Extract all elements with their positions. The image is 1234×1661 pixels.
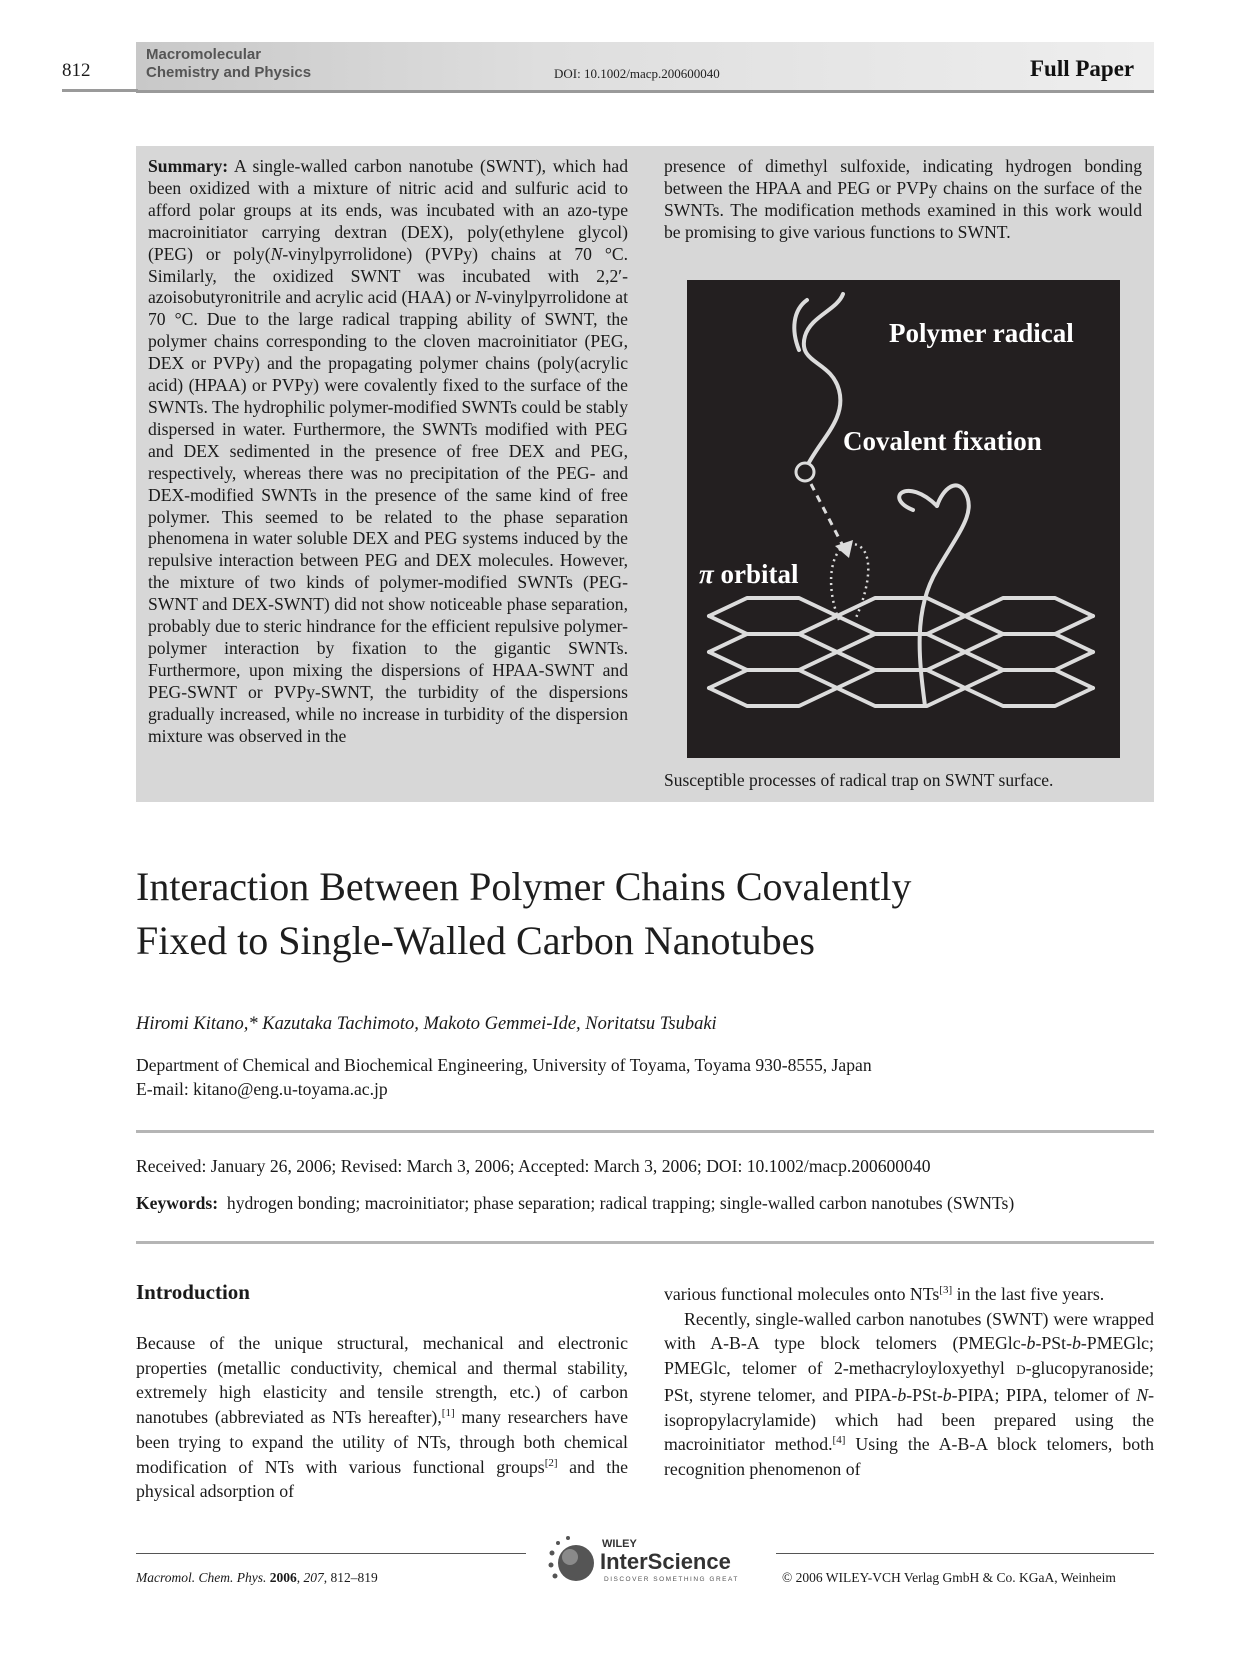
citation-ref[interactable]: [1] xyxy=(441,1407,455,1420)
citation-pages: , 812–819 xyxy=(323,1570,378,1585)
footer-rule xyxy=(136,1553,526,1554)
summary-text: -vinylpyrrolidone) (PVPy) chains at 70 °C. Similarly, the oxidized SWNT was incubated with 2,2′-azoisobutyronitrile and acrylic acid (HAA) or xyxy=(148,243,628,308)
summary-text: -vinylpyrrolidone at 70 °C. Due to the large radical trapping ability of SWNT, the polymer chains corresponding to the cloven macroinitiator (PEG, DEX or PVPy) and the propagating polymer chains (poly(acrylic acid) (HPAA) or PVPy) were covalently fixed to the surface of the SWNTs. The hydrophilic polymer-modified SWNTs could be stably dispersed in water. Furthermore, the SWNTs modified with PEG and DEX sedimented in the presence of free DEX and PEG, respectively, whereas there was no precipitation of the PEG- and DEX-modified SWNTs in the presence of the same kind of free polymer. This seemed to be related to the phase separation phenomena in water soluble DEX and PEG systems induced by the repulsive interaction between PEG and DEX molecules. However, the mixture of two kinds of polymer-modified SWNTs (PEG-SWNT and DEX-SWNT) did not show noticeable phase separation, probably due to steric hindrance for the efficient repulsive polymer-polymer interaction by fixation to the gigantic SWNTs. Furthermore, upon mixing the dispersions of HPAA-SWNT and PEG-SWNT or PVPy-SWNT, the turbidity of the dispersions gradually increased, while no increase in turbidity of the dispersion mixture was observed in the xyxy=(148,287,628,746)
italic-b: b xyxy=(1072,1333,1081,1354)
citation-ref[interactable]: [3] xyxy=(939,1284,953,1297)
italic-b: b xyxy=(1026,1333,1036,1354)
fixed-polymer-chain xyxy=(920,485,969,706)
email[interactable]: E-mail: kitano@eng.u-toyama.ac.jp xyxy=(136,1079,388,1099)
intro-paragraph-2 xyxy=(664,1307,1154,1482)
divider xyxy=(136,1130,1154,1133)
header-rule xyxy=(62,89,138,92)
body-text: and the physical adsorption of xyxy=(136,1456,628,1502)
body-text: -PSt- xyxy=(906,1384,943,1405)
logo-graphic xyxy=(546,1533,756,1593)
trap-arrow xyxy=(811,484,843,546)
label-covalent-fixation: Covalent fixation xyxy=(843,426,1042,456)
body-text: Because of the unique structural, mechanical and electronic properties (metallic conductivity, chemical and thermal stability, extremely high elasticity and tensile strength, etc.) of carbon nanotubes (abbreviated as NTs hereafter), xyxy=(136,1333,628,1428)
divider xyxy=(136,1241,1154,1244)
footer-copyright: © 2006 WILEY-VCH Verlag GmbH & Co. KGaA, Weinheim xyxy=(782,1570,1116,1585)
keywords-list: hydrogen bonding; macroinitiator; phase separation; radical trapping; single-walled carbon nanotubes (SWNTs) xyxy=(226,1193,1015,1213)
wiley-interscience-logo[interactable] xyxy=(546,1533,756,1593)
italic-b: b xyxy=(942,1384,952,1405)
journal-name xyxy=(146,46,311,82)
header-doi: DOI: 10.1002/macp.200600040 xyxy=(554,66,720,81)
body-text: various functional molecules onto NTs xyxy=(664,1284,940,1304)
article-title-line2: Fixed to Single-Walled Carbon Nanotubes xyxy=(136,918,815,963)
citation-ref[interactable]: [4] xyxy=(832,1434,846,1447)
small-caps-d: D xyxy=(1016,1362,1026,1378)
body-text: -PIPA; PIPA, telomer of xyxy=(951,1384,1137,1405)
italic-n: N xyxy=(1136,1384,1149,1405)
nanotube-lattice xyxy=(709,688,1093,706)
received-dates: Received: January 26, 2006; Revised: March 3, 2006; Accepted: March 3, 2006; DOI: 10.1002/macp.200600040 xyxy=(136,1156,931,1176)
keywords-label: Keywords: xyxy=(136,1193,219,1213)
page-number: 812 xyxy=(62,60,91,81)
radical-polymer-chain xyxy=(804,294,843,470)
summary-text-right: presence of dimethyl sulfoxide, indicating hydrogen bonding between the HPAA and PEG or PVPy chains on the surface of the SWNTs. The modification methods examined in this work would be promising to give various functions to SWNT. xyxy=(664,156,1142,242)
body-text: -isopropylacrylamide) which had been prepared using the macroinitiator method. xyxy=(664,1384,1154,1455)
body-text: -PMEGlc; PMEGlc, telomer of 2-methacryloyloxyethyl xyxy=(664,1333,1154,1379)
radical-end-circle xyxy=(796,463,814,481)
footer-citation: Macromol. Chem. Phys. 2006, 207, 812–819 xyxy=(136,1570,378,1585)
body-text: -glucopyranoside; PSt, styrene telomer, and PIPA- xyxy=(664,1358,1154,1405)
italic-b: b xyxy=(897,1384,907,1405)
section-heading-introduction: Introduction xyxy=(136,1280,250,1304)
summary-text-left xyxy=(148,156,628,747)
fixed-polymer-chain-loop xyxy=(899,491,937,510)
intro-paragraph-1 xyxy=(136,1331,628,1504)
keywords xyxy=(136,1193,1014,1214)
body-text: in the last five years. xyxy=(952,1284,1105,1304)
body-text: many researchers have been trying to expand the utility of NTs, through both chemical modification of NTs with various functional groups xyxy=(136,1407,628,1477)
figure-caption: Susceptible processes of radical trap on SWNT surface. xyxy=(664,770,1054,790)
journal-name-line2: Chemistry and Physics xyxy=(146,64,312,81)
trap-arrowhead xyxy=(835,540,853,558)
orbital-word: orbital xyxy=(713,559,799,589)
authors: Hiromi Kitano,* Kazutaka Tachimoto, Makoto Gemmei-Ide, Noritatsu Tsubaki xyxy=(136,1014,717,1034)
body-text: Using the A-B-A block telomers, both recognition phenomenon of xyxy=(664,1434,1154,1479)
affiliation-block xyxy=(136,1053,872,1101)
body-text: Recently, single-walled carbon nanotubes (SWNT) were wrapped with A-B-A type block telomers (PMEGlc- xyxy=(664,1308,1154,1354)
label-pi-orbital xyxy=(699,559,799,589)
article-title xyxy=(136,860,1136,968)
nanotube-lattice xyxy=(709,616,1093,634)
logo-tagline: DISCOVER SOMETHING GREAT xyxy=(604,1576,739,1583)
logo-globe-icon xyxy=(558,1545,594,1581)
radical-trap-diagram xyxy=(687,280,1120,758)
article-type: Full Paper xyxy=(1030,56,1135,81)
nanotube-lattice xyxy=(709,598,1093,616)
footer-rule xyxy=(776,1553,1154,1554)
summary-italic: N xyxy=(474,287,487,308)
summary-italic: N xyxy=(270,243,283,264)
nanotube-lattice xyxy=(709,634,1093,652)
summary-figure xyxy=(687,280,1120,758)
nanotube-lattice xyxy=(709,652,1093,670)
citation-year: 2006 xyxy=(269,1570,297,1585)
intro-paragraph-continued xyxy=(664,1282,1154,1307)
body-text: -PSt- xyxy=(1035,1333,1072,1354)
citation-volume: 207 xyxy=(303,1570,324,1585)
summary-text: A single-walled carbon nanotube (SWNT), which had been oxidized with a mixture of nitric acid and sulfuric acid to afford polar groups at its ends, was incubated with an azo-type macroinitiator carrying dextran (DEX), poly(ethylene glycol) (PEG) or poly( xyxy=(148,156,628,264)
nanotube-lattice xyxy=(709,670,1093,688)
summary-label: Summary: xyxy=(148,156,229,176)
pi-symbol: π xyxy=(699,559,714,589)
citation-ref[interactable]: [2] xyxy=(544,1456,558,1469)
intro-column-right xyxy=(664,1282,1154,1482)
citation-journal: Macromol. Chem. Phys. xyxy=(136,1570,267,1585)
affiliation: Department of Chemical and Biochemical Engineering, University of Toyama, Toyama 930-8555, Japan xyxy=(136,1055,872,1075)
article-title-line1: Interaction Between Polymer Chains Covalently xyxy=(136,864,912,909)
journal-name-line1: Macromolecular xyxy=(146,46,262,63)
label-polymer-radical: Polymer radical xyxy=(889,318,1074,348)
logo-interscience: InterScience xyxy=(600,1549,731,1574)
logo-wiley: WILEY xyxy=(602,1538,637,1550)
